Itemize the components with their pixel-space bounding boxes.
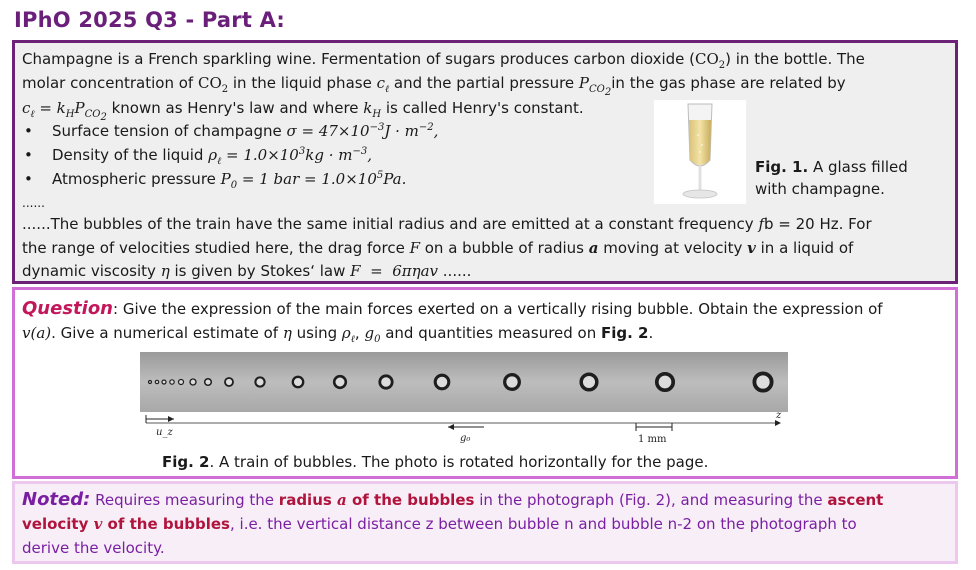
- bubble: [581, 374, 597, 390]
- bullet-dot: •: [24, 146, 33, 164]
- bubble: [162, 380, 166, 384]
- bubble: [205, 379, 212, 386]
- uz-label: u_z: [156, 427, 173, 438]
- noted-line-2: velocity v of the bubbles, i.e. the vertical distance z between bubble n and bubble n-2 on the photograph to: [22, 515, 857, 533]
- bubble: [155, 380, 158, 383]
- bubble: [293, 377, 303, 387]
- bubble: [334, 376, 346, 388]
- figure-1-caption: Fig. 1. A glass filled with champagne.: [755, 158, 908, 198]
- bullet-surface-tension: Surface tension of champagne $\sigma = 47\times 10^{-3}J \cdot m^{-2}$,: [52, 122, 439, 140]
- bubble: [255, 377, 264, 386]
- bubbles-line-3: dynamic viscosity η is given by Stokes‘ law F = 6πηav ......: [22, 262, 472, 280]
- scale-label: 1 mm: [638, 434, 667, 445]
- champagne-glass-image: [654, 100, 746, 204]
- bubble: [754, 373, 771, 390]
- noted-line-1: Noted: Requires measuring the radius a of the bubbles in the photograph (Fig. 2), and measuring the ascent: [22, 489, 884, 510]
- bullet-dot: •: [24, 170, 33, 188]
- bullet-density: Density of the liquid $\rho_\ell = 1.0\times 10^3kg \cdot m^{-3}$,: [52, 146, 372, 167]
- bubble: [657, 374, 673, 390]
- bubble: [380, 376, 392, 388]
- z-label: z: [776, 410, 782, 421]
- intro-line-1: Champagne is a French sparkling wine. Fermentation of sugars produces carbon dioxide $(CO_2)$ in the bottle. The: [22, 50, 865, 71]
- page-title: IPhO 2025 Q3 - Part A:: [14, 8, 286, 32]
- bubble: [225, 378, 233, 386]
- bubble: [149, 381, 152, 384]
- bubble: [435, 375, 449, 389]
- question-line-1: Question: Give the expression of the main forces exerted on a vertically rising bubble. Obtain the expression of: [22, 298, 883, 319]
- question-line-2: v(a). Give a numerical estimate of η using $\rho_\ell$, $g_0$ and quantities measured on Fig. 2.: [22, 324, 654, 345]
- bullet-dot: •: [24, 122, 33, 140]
- figure-2-caption: Fig. 2. A train of bubbles. The photo is rotated horizontally for the page.: [162, 453, 709, 471]
- noted-line-3: derive the velocity.: [22, 539, 165, 557]
- bubble: [505, 375, 520, 390]
- bubble: [179, 380, 184, 385]
- ellipsis: ......: [22, 196, 45, 210]
- bubble: [190, 379, 196, 385]
- bubble: [170, 380, 174, 384]
- bullet-pressure: Atmospheric pressure $P_0 = 1$ bar = $1.0\times 10^5Pa$.: [52, 170, 407, 191]
- bubble-train-photo: [138, 348, 790, 448]
- bubbles-line-1: ......The bubbles of the train have the same initial radius and are emitted at a constant frequency fb = 20 Hz. For: [22, 215, 872, 233]
- g0-label: g₀: [460, 433, 471, 444]
- intro-line-2: molar concentration of $CO_2$ in the liquid phase $c_\ell$ and the partial pressure $P_{CO_2}in$ the gas phase are related by: [22, 74, 846, 98]
- intro-line-3: $c_\ell = k_HP_{CO_2}$ known as Henry's law and where $k_H$ is called Henry's constant.: [22, 99, 584, 123]
- bubbles-line-2: the range of velocities studied here, the drag force F on a bubble of radius a moving at velocity v in a liquid of: [22, 239, 854, 257]
